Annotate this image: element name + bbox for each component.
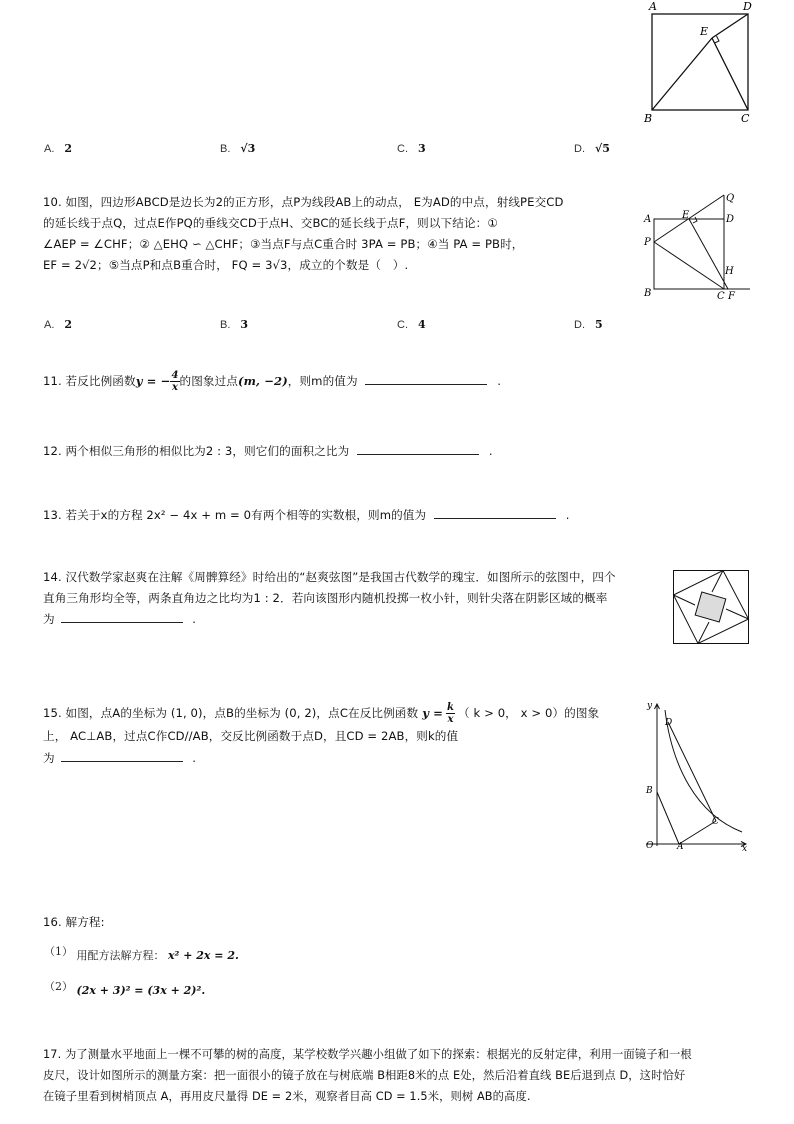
q16-part2-equation: (2x + 3)² = (3x + 2)². bbox=[76, 984, 206, 997]
q16-part1-equation: x² + 2x = 2. bbox=[168, 949, 239, 962]
q16-part2 bbox=[44, 978, 205, 997]
q11-point: (m, −2) bbox=[237, 374, 288, 388]
q13 bbox=[43, 505, 570, 526]
choice-value: 3 bbox=[418, 142, 426, 155]
choice-value: 2 bbox=[64, 318, 73, 331]
q15-y-eq: y = bbox=[422, 706, 443, 720]
choice-label: C. bbox=[397, 319, 408, 331]
choice-value: 3 bbox=[240, 318, 249, 331]
q11-mid: 的图象过点 bbox=[179, 374, 238, 388]
q9-label-d: D bbox=[743, 0, 752, 13]
q15-label-x: x bbox=[742, 844, 748, 854]
q15-label-b: B bbox=[646, 786, 653, 796]
q11-end: . bbox=[497, 374, 502, 388]
q9-label-e: E bbox=[700, 25, 709, 38]
q13-answer-blank[interactable] bbox=[434, 506, 556, 519]
q11-answer-blank[interactable] bbox=[365, 372, 487, 385]
q11 bbox=[43, 370, 501, 393]
q14-answer-blank[interactable] bbox=[61, 610, 183, 623]
q15-line1a: 15. 如图，点A的坐标为 (1, 0)，点B的坐标为 (0, 2)，点C在反比例函数 bbox=[43, 706, 419, 720]
q10-line1: 10. 如图，四边形ABCD是边长为2的正方形，点P为线段AB上的动点， E为AD的中点，射线PE交CD bbox=[43, 195, 564, 209]
q17-text bbox=[43, 1044, 692, 1107]
q12 bbox=[43, 441, 493, 462]
q12-end: . bbox=[488, 444, 493, 458]
q11-frac-den: x bbox=[171, 382, 178, 393]
choice-value: 4 bbox=[418, 318, 426, 331]
q14-line1: 14. 汉代数学家赵爽在注解《周髀算经》时给出的“赵爽弦图”是我国古代数学的瑰宝．如图所示的弦图中，四个 bbox=[43, 570, 616, 584]
q9-choice-a[interactable] bbox=[44, 142, 72, 155]
q15-line2: 上， AC⊥AB，过点C作CD//AB，交反比例函数于点D，且CD = 2AB，则k的值 bbox=[43, 729, 459, 743]
q10-label-q: Q bbox=[726, 193, 735, 204]
choice-value: 2 bbox=[64, 142, 73, 155]
q10-label-b: B bbox=[644, 288, 652, 299]
choice-label: D. bbox=[574, 319, 585, 331]
q15-end: . bbox=[192, 751, 197, 765]
q15-answer-blank[interactable] bbox=[61, 749, 183, 762]
q16-part1-number: （1） bbox=[44, 945, 73, 958]
choice-label: B. bbox=[220, 319, 231, 331]
q14-line3: 为 bbox=[43, 612, 55, 626]
q9-label-a: A bbox=[649, 0, 657, 13]
q13-end: . bbox=[565, 508, 570, 522]
q13-text: 13. 若关于x的方程 2x² − 4x + m = 0有两个相等的实数根，则m的值为 bbox=[43, 508, 427, 522]
q15-label-c: C bbox=[712, 817, 719, 827]
q10-line3: ∠AEP = ∠CHF；② △EHQ ∽ △CHF；③当点F与点C重合时 3PA = PB；④当 PA = PB时， bbox=[43, 237, 524, 251]
q15-line3: 为 bbox=[43, 751, 55, 765]
q14-end: . bbox=[192, 612, 197, 626]
q11-fraction bbox=[170, 370, 179, 393]
q10-label-d: D bbox=[726, 214, 735, 225]
q10-figure bbox=[640, 192, 760, 304]
q11-frac-num: 4 bbox=[171, 370, 179, 381]
q10-line4: EF = 2√2；⑤当点P和点B重合时， FQ = 3√3，成立的个数是（ ）. bbox=[43, 258, 409, 272]
choice-label: D. bbox=[574, 143, 585, 155]
q17-line2: 皮尺，设计如图所示的测量方案：把一面很小的镜子放在与树底端 B相距8米的点 E处，然后沿着直线 BE后退到点 D，这时恰好 bbox=[43, 1069, 686, 1082]
q10-label-p: P bbox=[644, 237, 651, 248]
q15-line1b: （ k > 0， x > 0）的图象 bbox=[458, 706, 600, 720]
q15-label-d: D bbox=[665, 718, 673, 728]
q11-suffix: ，则m的值为 bbox=[287, 374, 358, 388]
choice-value: √5 bbox=[595, 142, 610, 155]
q10-text bbox=[43, 192, 564, 276]
q10-choice-d[interactable] bbox=[574, 318, 603, 331]
q10-label-h: H bbox=[725, 266, 734, 277]
q14-text bbox=[43, 567, 616, 630]
q9-choice-d[interactable] bbox=[574, 142, 610, 155]
q9-label-c: C bbox=[741, 112, 750, 125]
q16-title: 16. 解方程: bbox=[43, 915, 105, 929]
choice-value: √3 bbox=[240, 142, 256, 155]
q16-part1 bbox=[44, 943, 239, 963]
choice-value: 5 bbox=[595, 318, 603, 331]
q15-line1-row bbox=[43, 702, 599, 725]
q9-choice-c[interactable] bbox=[397, 142, 426, 155]
q10-choice-b[interactable] bbox=[220, 318, 248, 331]
q12-answer-blank[interactable] bbox=[357, 442, 479, 455]
q17-line3: 在镜子里看到树梢顶点 A，再用皮尺量得 DE = 2米，观察者目高 CD = 1.5米，则树 AB的高度. bbox=[43, 1090, 531, 1103]
q15-frac-den: x bbox=[447, 714, 454, 725]
q10-choice-c[interactable] bbox=[397, 318, 426, 331]
q15-line3-row bbox=[43, 747, 599, 769]
q9-choice-b[interactable] bbox=[220, 142, 255, 155]
choice-label: A. bbox=[44, 319, 55, 331]
q15-label-a: A bbox=[677, 842, 684, 852]
q16-part1-text: 用配方法解方程： bbox=[76, 949, 165, 962]
q15-label-y: y bbox=[647, 701, 653, 711]
q12-text: 12. 两个相似三角形的相似比为2 : 3，则它们的面积之比为 bbox=[43, 444, 350, 458]
q14-zhao-shuang-diagram bbox=[672, 568, 752, 646]
choice-label: A. bbox=[44, 143, 55, 155]
q9-figure bbox=[640, 0, 760, 128]
q10-line2: 的延长线于点Q，过点E作PQ的垂线交CD于点H、交BC的延长线于点F，则以下结论：① bbox=[43, 216, 498, 230]
q11-y-eq: y = − bbox=[135, 374, 171, 388]
q15-frac-num: k bbox=[446, 702, 455, 713]
q15-text bbox=[43, 702, 599, 769]
q10-label-c: C bbox=[717, 291, 725, 302]
q15-fraction bbox=[446, 702, 455, 725]
choice-label: B. bbox=[220, 143, 231, 155]
q17-line1: 17. 为了测量水平地面上一棵不可攀的树的高度，某学校数学兴趣小组做了如下的探索：根据光的反射定律，利用一面镜子和一根 bbox=[43, 1048, 692, 1061]
q14-line2: 直角三角形均全等，两条直角边之比均为1 : 2．若向该图形内随机投掷一枚小针，则针尖落在阴影区域的概率 bbox=[43, 591, 608, 605]
q10-choice-a[interactable] bbox=[44, 318, 72, 331]
q15-label-o: O bbox=[646, 841, 654, 851]
q9-label-b: B bbox=[644, 112, 653, 125]
q15-figure bbox=[638, 696, 758, 856]
q10-label-a: A bbox=[644, 214, 652, 225]
q10-label-f: F bbox=[728, 291, 735, 302]
q11-prefix: 11. 若反比例函数 bbox=[43, 374, 136, 388]
choice-label: C. bbox=[397, 143, 408, 155]
q14-line3-row bbox=[43, 609, 616, 630]
q16-part2-number: （2） bbox=[44, 980, 73, 993]
q10-label-e: E bbox=[682, 210, 690, 221]
